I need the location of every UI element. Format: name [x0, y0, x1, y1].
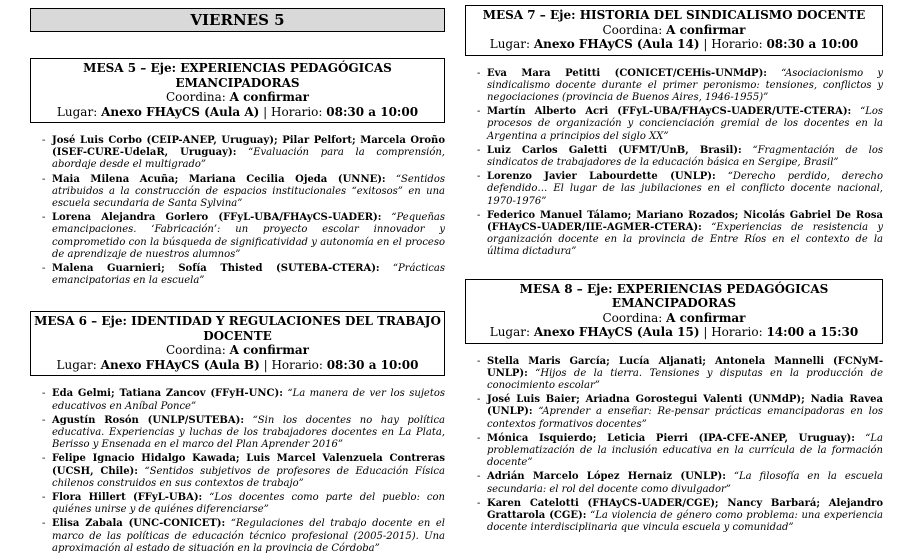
mesa-lugar-horario: Lugar: Anexo FHAyCS (Aula 14) | Horario: 08:30 a 10:00	[489, 37, 859, 51]
presentation-item: - Luiz Carlos Galetti (UFMT/UnB, Brasil): “Fragmentación de los sindicatos de trabajadores de la educación básica en Sergipe, Brasil”	[477, 144, 883, 168]
presentation-title: “La violencia de género como problema: una experiencia docente interdisciplinaria que vincula escuela y comunidad”	[487, 509, 883, 534]
mesa-lugar-horario: Lugar: Anexo FHAyCS (Aula B) | Horario: 08:30 a 10:00	[56, 357, 419, 372]
mesa-title: MESA 6 – Eje: IDENTIDAD Y REGULACIONES DEL TRABAJO DOCENTE	[34, 314, 441, 343]
presentation-item: - Martín Alberto Acri (FFyL-UBA/FHAyCS-UADER/UTE-CTERA): “Los procesos de organización y concienciación gremial de los docentes en la Argentina a principios del siglo XX”	[477, 106, 883, 142]
mesa-coordina: Coordina: A confirmar	[165, 90, 309, 104]
mesa-section	[30, 311, 445, 555]
presentation-item: - Maia Milena Acuña; Mariana Cecilia Ojeda (UNNE): “Sentidos atribuidos a la construcción de espacios institucionales “exitosos” en una escuela secundaria de Santa Sylvina”	[42, 173, 445, 210]
presentation-authors: Stella Maris García; Lucía Aljanati; Antonela Mannelli (FCNyM-UNLP):	[487, 355, 883, 379]
presentation-authors: José Luis Baier; Ariadna Gorostegui Valenti (UNMdP); Nadia Ravea (UNLP):	[487, 394, 883, 418]
mesa-coordina: Coordina: A confirmar	[165, 343, 309, 358]
right-column	[465, 0, 883, 536]
presentation-item: - Eva Mara Petitti (CONICET/CEHis-UNMdP): “Asociacionismo y sindicalismo docente durante el primer peronismo: tensiones, conflictos y negociaciones (provincia de Buenos Aires, 1946-1955)”	[477, 67, 884, 103]
presentation-title: “Evaluación para la comprensión, abordaje desde el multigrado”	[52, 147, 445, 171]
presentation-item: - Adrián Marcelo López Hernaiz (UNLP): “La filosofía en la escuela secundaria: el rol del docente como divulgador”	[477, 471, 883, 495]
presentation-title: “Sentidos subjetivos de profesores de Educación Física chilenos construidos en sus contextos de trabajo”	[52, 465, 445, 489]
mesa-coordina: Coordina: A confirmar	[602, 310, 746, 325]
presentation-authors: Adrián Marcelo López Hernaiz (UNLP):	[487, 471, 726, 483]
mesa-lugar-horario: Lugar: Anexo FHAyCS (Aula 15) | Horario: 14:00 a 15:30	[489, 325, 859, 340]
presentation-title: “Prácticas emancipatorias en la escuela”	[52, 263, 445, 287]
presentation-item: - José Luis Corbo (CEIP-ANEP, Uruguay); Pilar Pelfort; Marcela Oroño (ISEF-CURE-UdelaR, Uruguay): “Evaluación para la comprensión, abordaje desde el multigrado”	[42, 135, 445, 171]
presentation-authors: Malena Guarnieri; Sofía Thisted (SUTEBA-CTERA):	[52, 263, 380, 275]
presentation-authors: Agustín Rosón (UNLP/SUTEBA):	[52, 414, 245, 426]
presentation-title: “La filosofía en la escuela secundaria: el rol del docente como divulgador”	[487, 471, 883, 495]
presentation-item: - José Luis Baier; Ariadna Gorostegui Valenti (UNMdP); Nadia Ravea (UNLP): “Aprender a enseñar: Re-pensar prácticas emancipadoras en los contextos formativos docentes”	[477, 394, 883, 430]
presentation-authors: Eva Mara Petitti (CONICET/CEHis-UNMdP):	[487, 67, 767, 79]
presentation-item: - Karen Catelotti (FHAyCS-UADER/CGE); Nancy Barbará; Alejandro Grattarola (CGE): “La violencia de género como problema: una experiencia docente interdisciplinaria que vincula escuela y comunidad”	[477, 497, 883, 534]
presentation-title: “La manera de ver los sujetos educativos en Aníbal Ponce”	[52, 388, 446, 412]
left-column	[30, 0, 445, 557]
presentation-authors: Federico Manuel Tálamo; Mariano Rozados; Nicolás Gabriel De Rosa (FHAyCS-UADER/IIE-AGMER-CTERA):	[487, 209, 883, 233]
presentation-authors: Eda Gelmi; Tatiana Zancov (FFyH-UNC):	[52, 388, 283, 400]
mesa-section	[30, 58, 445, 287]
presentation-authors: Karen Catelotti (FHAyCS-UADER/CGE); Nancy Barbará; Alejandro Grattarola (CGE):	[487, 497, 883, 521]
presentation-item: - Eda Gelmi; Tatiana Zancov (FFyH-UNC): “La manera de ver los sujetos educativos en Aníbal Ponce”	[42, 388, 446, 412]
presentation-title: “Derecho perdido, derecho defendido… El lugar de las jubilaciones en el conflicto docente nacional, 1970-1976”	[487, 171, 883, 207]
presentation-item: - Agustín Rosón (UNLP/SUTEBA): “Sin los docentes no hay política educativa. Experiencias y luchas de los trabajadores docentes en La Plata, Berisso y Ensenada en el marco del Plan Aprender 2016”	[42, 414, 446, 451]
mesa-section	[465, 5, 883, 259]
presentation-list	[30, 135, 445, 287]
presentation-item: - Mónica Isquierdo; Leticia Pierri (IPA-CFE-ANEP, Uruguay): “La problematización de la inclusión educativa en la currícula de la formación docente”	[477, 432, 883, 469]
presentation-authors: Elisa Zabala (UNC-CONICET):	[52, 518, 226, 530]
presentation-title: “Regulaciones del trabajo docente en el marco de las políticas de educación técnico profesional (2005-2015). Una aproximación al estado de situación en la provincia de Córdoba”	[52, 518, 445, 554]
presentation-title: “Asociacionismo y sindicalismo docente durante el primer peronismo: tensiones, conflictos y negociaciones (provincia de Buenos Aires, 1946-1955)”	[487, 67, 884, 103]
presentation-item: - Lorenzo Javier Labourdette (UNLP): “Derecho perdido, derecho defendido… El lugar de las jubilaciones en el conflicto docente nacional, 1970-1976”	[477, 171, 883, 207]
presentation-authors: José Luis Corbo (CEIP-ANEP, Uruguay); Pilar Pelfort; Marcela Oroño (ISEF-CURE-UdelaR, Uruguay):	[52, 135, 445, 159]
presentation-item: - Felipe Ignacio Hidalgo Kawada; Luis Marcel Valenzuela Contreras (UCSH, Chile): “Sentidos subjetivos de profesores de Educación Física chilenos construidos en sus contextos de trabajo”	[42, 453, 445, 489]
presentation-item: - Federico Manuel Tálamo; Mariano Rozados; Nicolás Gabriel De Rosa (FHAyCS-UADER/IIE-AGMER-CTERA): “Experiencias de resistencia y organización docente en la provincia de Entre Ríos en el contexto de la última dictadura”	[477, 209, 884, 258]
presentation-title: “Los docentes como parte del pueblo: con quiénes unirse y de quiénes diferenciarse”	[52, 492, 445, 516]
presentation-authors: Lorena Alejandra Gorlero (FFyL-UBA/FHAyCS-UADER):	[52, 212, 382, 224]
presentation-list	[30, 388, 445, 555]
presentation-list	[465, 68, 883, 259]
mesa-title: MESA 8 – Eje: EXPERIENCIAS PEDAGÓGICAS EMANCIPADORAS	[519, 281, 829, 311]
mesa-header	[465, 279, 883, 344]
presentation-authors: Lorenzo Javier Labourdette (UNLP):	[487, 171, 716, 183]
presentation-item: - Lorena Alejandra Gorlero (FFyL-UBA/FHAyCS-UADER): “Pequeñas emancipaciones. ‘Fabricación’: un proyecto escolar innovador y comprometido con la búsqueda de significatividad y autonomía en el proceso de aprendizaje de nuestros alumnos”	[42, 212, 445, 260]
presentation-item: - Stella Maris García; Lucía Aljanati; Antonela Mannelli (FCNyM-UNLP): “Hijos de la tierra. Tensiones y disputas en la producción de conocimiento escolar”	[477, 355, 883, 391]
mesa-header	[30, 311, 445, 376]
presentation-list	[465, 356, 883, 535]
presentation-title: “Los procesos de organización y concienciación gremial de los docentes en la Argentina a principios del siglo XX”	[487, 106, 883, 142]
presentation-title: “Pequeñas emancipaciones. ‘Fabricación’: un proyecto escolar innovador y comprometido con la búsqueda de significatividad y autonomía en el proceso de aprendizaje de nuestros alumnos”	[52, 212, 445, 260]
mesa-section	[465, 279, 883, 535]
presentation-authors: Luiz Carlos Galetti (UFMT/UnB, Brasil):	[487, 144, 742, 156]
presentation-item: - Flora Hillert (FFyL-UBA): “Los docentes como parte del pueblo: con quiénes unirse y de quiénes diferenciarse”	[42, 492, 445, 516]
presentation-title: “Sentidos atribuidos a la construcción de espacios institucionales “exitosos” en una escuela secundaria de Santa Sylvina”	[52, 173, 445, 210]
mesa-title: MESA 5 – Eje: EXPERIENCIAS PEDAGÓGICAS EMANCIPADORAS	[83, 61, 392, 90]
presentation-title: “Sin los docentes no hay política educativa. Experiencias y luchas de los trabajadores docentes en La Plata, Berisso y Ensenada en el marco del Plan Aprender 2016”	[52, 414, 446, 451]
presentation-authors: Flora Hillert (FFyL-UBA):	[52, 492, 203, 504]
presentation-authors: Martín Alberto Acri (FFyL-UBA/FHAyCS-UADER/UTE-CTERA):	[487, 106, 852, 118]
mesa-header	[30, 58, 445, 123]
day-banner: VIERNES 5	[30, 8, 445, 32]
presentation-authors: Maia Milena Acuña; Mariana Cecilia Ojeda (UNNE):	[52, 173, 386, 185]
presentation-title: “Experiencias de resistencia y organización docente en la provincia de Entre Ríos en el contexto de la última dictadura”	[487, 221, 884, 258]
presentation-title: “Fragmentación de los sindicatos de trabajadores de la educación básica en Sergipe, Brasil”	[487, 144, 883, 168]
mesa-title: MESA 7 – Eje: HISTORIA DEL SINDICALISMO DOCENTE	[482, 8, 866, 22]
presentation-title: “Hijos de la tierra. Tensiones y disputas en la producción de conocimiento escolar”	[487, 367, 883, 391]
presentation-item: - Malena Guarnieri; Sofía Thisted (SUTEBA-CTERA): “Prácticas emancipatorias en la escuela”	[42, 263, 445, 287]
presentation-title: “La problematización de la inclusión educativa en la currícula de la formación docente”	[487, 432, 883, 469]
presentation-authors: Felipe Ignacio Hidalgo Kawada; Luis Marcel Valenzuela Contreras (UCSH, Chile):	[52, 453, 445, 477]
presentation-title: “Aprender a enseñar: Re-pensar prácticas emancipadoras en los contextos formativos docentes”	[487, 406, 883, 430]
mesa-lugar-horario: Lugar: Anexo FHAyCS (Aula A) | Horario: 08:30 a 10:00	[56, 104, 419, 119]
mesa-header	[465, 5, 883, 56]
presentation-item: - Elisa Zabala (UNC-CONICET): “Regulaciones del trabajo docente en el marco de las políticas de educación técnico profesional (2005-2015). Una aproximación al estado de situación en la provincia de Córdoba”	[42, 518, 445, 554]
presentation-authors: Mónica Isquierdo; Leticia Pierri (IPA-CFE-ANEP, Uruguay):	[487, 432, 855, 444]
mesa-coordina: Coordina: A confirmar	[602, 22, 746, 37]
